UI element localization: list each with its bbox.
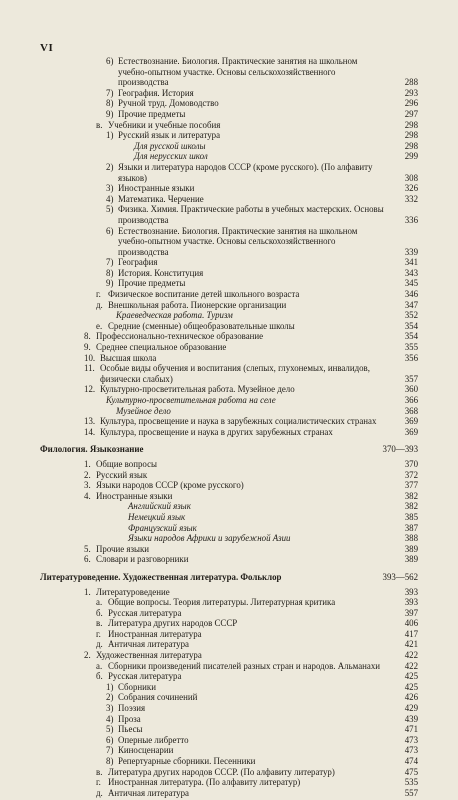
toc-entry	[0, 735, 458, 746]
toc-entry	[0, 130, 458, 141]
toc-entry	[0, 523, 458, 534]
entry-number: 5)	[106, 204, 114, 215]
entry-number: 8)	[106, 267, 114, 278]
entry-page: 439	[404, 713, 418, 724]
entry-page: 354	[404, 331, 418, 342]
entry-title: Иностранные языки	[118, 183, 195, 194]
entry-page: 372	[404, 469, 418, 480]
entry-page: 377	[404, 480, 418, 491]
entry-number: 2)	[106, 692, 114, 703]
toc-entry	[0, 767, 458, 778]
entry-page: 288	[404, 77, 418, 88]
entry-title: Русская литература	[108, 607, 182, 618]
entry-number: в.	[96, 766, 103, 777]
entry-title: Культурно-просветительная работа на селе	[106, 395, 276, 405]
entry-title: Сборники произведений писателей разных стран и народов. Альманахи	[108, 660, 381, 671]
entry-title: Литературоведение	[96, 586, 170, 597]
entry-title: Учебники и учебные пособия	[108, 119, 221, 130]
entry-title: Языки народов Африки и зарубежной Азии	[128, 533, 291, 544]
toc-entry	[0, 257, 458, 268]
entry-title: Античная литература	[108, 787, 189, 798]
entry-page: 417	[404, 628, 418, 639]
entry-number: 6.	[84, 554, 91, 565]
toc-entry	[0, 194, 458, 205]
entry-title: Античная литература	[108, 639, 189, 650]
toc-entry	[0, 226, 458, 258]
entry-title: Внешкольная работа. Пионерские организации	[108, 299, 287, 310]
entry-page: 355	[404, 342, 418, 353]
toc-entry	[0, 724, 458, 735]
page-number: VI	[40, 42, 54, 54]
entry-number: 1.	[84, 586, 91, 597]
entry-page: 429	[404, 703, 418, 714]
toc-entry	[0, 544, 458, 555]
toc-entry	[0, 141, 458, 152]
entry-title: Собрания сочинений	[118, 692, 198, 703]
toc-entry	[0, 342, 458, 353]
entry-number: б.	[96, 671, 103, 682]
entry-number: д.	[96, 299, 103, 310]
entry-title: Математика. Черчение	[118, 193, 204, 204]
toc-entry	[0, 692, 458, 703]
entry-page: 397	[404, 607, 418, 618]
entry-page: 425	[404, 671, 418, 682]
entry-number: 2.	[84, 650, 91, 661]
entry-page: 382	[404, 501, 418, 512]
entry-title: Киносценарии	[118, 745, 174, 756]
entry-title: Иностранная литература. (По алфавиту литератур)	[108, 777, 301, 788]
entry-title: История. Конституция	[118, 267, 204, 278]
entry-page: 369	[404, 426, 418, 437]
section-page-range: 393—562	[382, 571, 418, 582]
entry-page: 422	[404, 660, 418, 671]
entry-page: 332	[404, 193, 418, 204]
toc-entry	[0, 480, 458, 491]
entry-page: 422	[404, 650, 418, 661]
entry-title: География. История	[118, 87, 194, 98]
toc-entry	[0, 384, 458, 395]
toc-entry	[0, 268, 458, 279]
toc-entry	[0, 109, 458, 120]
toc-entry	[0, 512, 458, 523]
entry-title: География	[118, 257, 158, 268]
entry-title: Языки народов СССР (кроме русского)	[96, 480, 244, 491]
toc-entry	[0, 427, 458, 438]
entry-title: Культура, просвещение и наука в других зарубежных странах	[100, 426, 333, 437]
toc-entry	[0, 629, 458, 640]
toc-entry	[0, 278, 458, 289]
entry-page: 356	[404, 352, 418, 363]
entry-number: 5.	[84, 543, 91, 554]
entry-page: 382	[404, 490, 418, 501]
toc-entry	[0, 289, 458, 300]
table-of-contents	[0, 56, 458, 798]
toc-entry	[0, 310, 458, 321]
entry-number: 8)	[106, 756, 114, 766]
entry-page: 471	[404, 724, 418, 735]
toc-entry	[0, 162, 458, 183]
entry-number: 4)	[106, 713, 114, 724]
entry-page: 357	[404, 373, 418, 384]
entry-number: 1)	[106, 681, 114, 692]
entry-number: 8.	[84, 331, 91, 342]
entry-number: г.	[96, 777, 101, 788]
toc-entry	[0, 331, 458, 342]
entry-page: 385	[404, 511, 418, 522]
toc-entry	[0, 56, 458, 88]
entry-page: 369	[404, 416, 418, 427]
entry-title: Языки и литература народов СССР (кроме русского). (По алфавиту языков)	[118, 161, 373, 183]
entry-title: Музейное дело	[116, 405, 171, 416]
entry-number: 8)	[106, 98, 114, 109]
entry-page: 370	[404, 458, 418, 469]
entry-page: 425	[404, 681, 418, 692]
entry-title: Профессионально-техническое образование	[96, 331, 264, 342]
toc-entry	[0, 491, 458, 502]
entry-title: Прочие языки	[96, 543, 150, 554]
entry-page: 473	[404, 745, 418, 756]
entry-title: Среднее специальное образование	[96, 342, 227, 353]
entry-page: 345	[404, 278, 418, 289]
toc-entry	[0, 300, 458, 311]
toc-entry	[0, 587, 458, 598]
entry-number: 10.	[84, 352, 96, 363]
entry-title: Прочие предметы	[118, 278, 186, 289]
entry-number: 5)	[106, 724, 114, 735]
entry-page: 298	[404, 130, 418, 141]
toc-entry	[0, 714, 458, 725]
entry-number: д.	[96, 787, 103, 798]
entry-page: 475	[404, 766, 418, 777]
entry-number: 3)	[106, 183, 114, 194]
toc-entry	[0, 395, 458, 406]
entry-page: 298	[404, 119, 418, 130]
toc-entry	[0, 650, 458, 661]
entry-title: Русская литература	[108, 671, 182, 682]
toc-entry	[0, 406, 458, 417]
entry-page: 339	[404, 246, 418, 257]
toc-entry	[0, 777, 458, 788]
entry-page: 406	[404, 618, 418, 629]
entry-title: Литература других народов СССР	[108, 618, 238, 629]
entry-page: 389	[404, 543, 418, 554]
section-title: Филология. Языкознание	[40, 444, 144, 455]
entry-title: Культура, просвещение и наука в зарубежных социалистических странах	[100, 416, 377, 427]
entry-page: 347	[404, 299, 418, 310]
entry-page: 326	[404, 183, 418, 194]
entry-number: 6)	[106, 225, 114, 236]
toc-entry	[0, 88, 458, 99]
toc-entry	[0, 151, 458, 162]
entry-title: Культурно-просветительная работа. Музейное дело	[100, 384, 295, 395]
toc-entry	[0, 353, 458, 364]
entry-number: 7)	[106, 87, 114, 98]
entry-number: 4.	[84, 490, 91, 501]
toc-entry	[0, 618, 458, 629]
section-title: Литературоведение. Художественная литература. Фольклор	[40, 571, 282, 582]
entry-title: Краеведческая работа. Туризм	[116, 310, 233, 321]
entry-page: 298	[404, 140, 418, 151]
entry-page: 421	[404, 639, 418, 650]
entry-title: Физическое воспитание детей школьного возраста	[108, 289, 300, 300]
entry-number: а.	[96, 660, 103, 671]
entry-title: Средние (сменные) общеобразовательные школы	[108, 320, 295, 331]
entry-page: 360	[404, 384, 418, 395]
entry-number: 9.	[84, 342, 91, 353]
entry-page: 341	[404, 257, 418, 268]
entry-number: 2)	[106, 161, 114, 172]
entry-number: 1)	[106, 130, 114, 141]
toc-entry	[0, 554, 458, 565]
entry-number: 9)	[106, 278, 114, 289]
entry-title: Оперные либретто	[118, 734, 189, 745]
toc-entry	[0, 321, 458, 332]
entry-page: 393	[404, 597, 418, 608]
entry-page: 296	[404, 98, 418, 109]
entry-number: 6)	[106, 56, 114, 66]
toc-entry	[0, 608, 458, 619]
toc-entry	[0, 533, 458, 544]
entry-title: Для нерусских школ	[134, 151, 208, 162]
entry-title: Прочие предметы	[118, 108, 186, 119]
toc-entry	[0, 788, 458, 799]
toc-entry	[0, 363, 458, 384]
entry-title: Особые виды обучения и воспитания (слепых, глухонемых, инвалидов, физически слабых)	[100, 363, 370, 384]
entry-title: Для русской школы	[134, 140, 206, 151]
entry-title: Репертуарные сборники. Песенники	[118, 756, 256, 766]
entry-page: 297	[404, 108, 418, 119]
entry-number: 3)	[106, 703, 114, 714]
toc-entry	[0, 671, 458, 682]
entry-title: Русский язык	[96, 469, 148, 480]
entry-page: 354	[404, 320, 418, 331]
entry-number: 2.	[84, 469, 91, 480]
entry-page: 473	[404, 734, 418, 745]
toc-entry	[0, 470, 458, 481]
entry-number: а.	[96, 597, 103, 608]
entry-page: 393	[404, 586, 418, 597]
toc-entry	[0, 639, 458, 650]
entry-title: Физика. Химия. Практические работы в учебных мастерских. Основы производства	[118, 204, 384, 225]
entry-page: 346	[404, 289, 418, 300]
toc-entry	[0, 120, 458, 131]
toc-section-heading	[0, 572, 458, 583]
entry-page: 366	[404, 395, 418, 405]
entry-title: Французский язык	[128, 522, 197, 533]
entry-title: Сборники	[118, 681, 156, 692]
entry-page: 535	[404, 777, 418, 788]
toc-entry	[0, 98, 458, 109]
toc-entry	[0, 703, 458, 714]
entry-title: Проза	[118, 713, 141, 724]
entry-number: г.	[96, 289, 101, 300]
toc-section-heading	[0, 444, 458, 455]
entry-title: Высшая школа	[100, 352, 157, 363]
entry-title: Общие вопросы. Теория литературы. Литературная критика	[108, 597, 336, 608]
entry-page: 293	[404, 87, 418, 98]
entry-number: 11.	[84, 363, 95, 374]
entry-number: в.	[96, 119, 103, 130]
section-page-range: 370—393	[382, 444, 418, 455]
entry-title: Немецкий язык	[128, 511, 186, 522]
entry-number: 13.	[84, 416, 96, 427]
entry-number: 1.	[84, 458, 91, 469]
entry-title: Словари и разговорники	[96, 554, 189, 565]
entry-title: Литература других народов СССР. (По алфавиту литератур)	[108, 766, 335, 777]
entry-title: Иностранная литература	[108, 628, 202, 639]
toc-entry	[0, 682, 458, 693]
entry-title: Поэзия	[118, 703, 146, 714]
toc-entry	[0, 416, 458, 427]
entry-number: 6)	[106, 734, 114, 745]
entry-number: 7)	[106, 257, 114, 268]
entry-number: 12.	[84, 384, 96, 395]
entry-title: Ручной труд. Домоводство	[118, 98, 219, 109]
entry-page: 368	[404, 405, 418, 416]
toc-entry	[0, 459, 458, 470]
entry-title: Художественная литература	[96, 650, 202, 661]
entry-number: 7)	[106, 745, 114, 756]
entry-title: Общие вопросы	[96, 458, 157, 469]
entry-page: 343	[404, 267, 418, 278]
toc-entry	[0, 661, 458, 672]
entry-page: 388	[404, 533, 418, 544]
entry-title: Иностранные языки	[96, 490, 173, 501]
entry-title: Английский язык	[128, 501, 191, 512]
entry-page: 336	[404, 214, 418, 225]
entry-page: 308	[404, 172, 418, 183]
toc-entry	[0, 756, 458, 767]
entry-page: 557	[404, 787, 418, 798]
entry-number: 3.	[84, 480, 91, 491]
toc-entry	[0, 183, 458, 194]
entry-page: 474	[404, 756, 418, 766]
entry-number: 4)	[106, 193, 114, 204]
entry-number: 14.	[84, 426, 96, 437]
toc-entry	[0, 597, 458, 608]
entry-title: Русский язык и литература	[118, 130, 221, 141]
entry-page: 352	[404, 310, 418, 321]
entry-number: д.	[96, 639, 103, 650]
entry-page: 389	[404, 554, 418, 565]
entry-title: Естествознание. Биология. Практические занятия на школьном учебно-опытном участке. Основы сельскохозяйственного производства	[118, 56, 358, 88]
entry-page: 426	[404, 692, 418, 703]
entry-number: в.	[96, 618, 103, 629]
toc-entry	[0, 745, 458, 756]
toc-entry	[0, 204, 458, 225]
entry-title: Естествознание. Биология. Практические занятия на школьном учебно-опытном участке. Основы сельскохозяйственного производства	[118, 225, 358, 257]
entry-page: 299	[404, 151, 418, 162]
toc-entry	[0, 501, 458, 512]
entry-number: 9)	[106, 108, 114, 119]
entry-number: е.	[96, 320, 103, 331]
entry-title: Пьесы	[118, 724, 143, 735]
entry-page: 387	[404, 522, 418, 533]
entry-number: г.	[96, 628, 101, 639]
entry-number: б.	[96, 607, 103, 618]
